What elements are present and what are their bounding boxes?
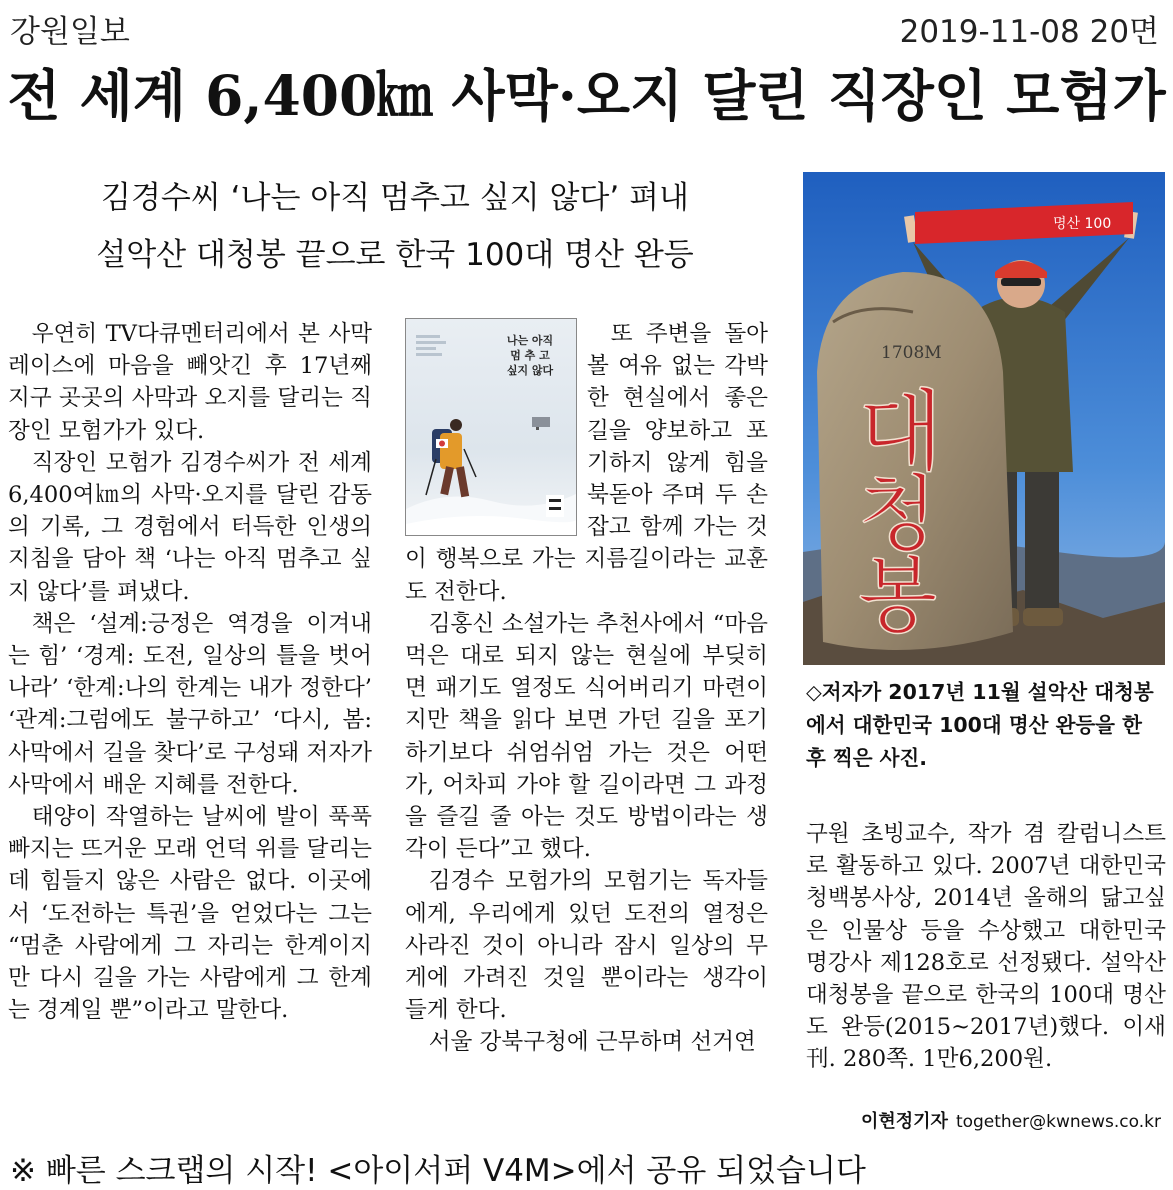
paragraph: 김경수 모험가의 모험기는 독자들에게, 우리에게 있던 도전의 열정은 사라진 것이 아니라 잠시 일상의 무게에 가려진 것일 뿐이라는 생각이 들게 한다. <box>405 868 768 1024</box>
paragraph: 또 주변을 돌아볼 여유 없는 각박한 현실에서 좋은 길을 양보하고 포기하지 않게 힘을 북돋아 주며 두 손 잡고 함께 가는 것이 행복으로 가는 지름길이라는 교훈도 전한다. <box>405 321 768 605</box>
paragraph: 우연히 TV다큐멘터리에서 본 사막 레이스에 마음을 빼앗긴 후 17년째 지구 곳곳의 사막과 오지를 달리는 직장인 모험가가 있다. <box>8 321 372 444</box>
subheadline-2: 설악산 대청봉 끝으로 한국 100대 명산 완등 <box>96 237 694 273</box>
rock-character-1: 대 <box>858 380 944 483</box>
paragraph: 직장인 모험가 김경수씨가 전 세계 6,400여㎞의 사막·오지를 달린 감동의 기록, 그 경험에서 터득한 인생의 지침을 담아 책 ‘나는 아직 멈추고 싶지 않다’를 펴냈다. <box>8 449 372 605</box>
newspaper-name: 강원일보 <box>10 14 130 50</box>
headline: 전 세계 6,400㎞ 사막·오지 달린 직장인 모험가 <box>7 63 1166 128</box>
book-cover-title: 나는 아직 멈 추 고 싶지 않다 <box>506 334 554 377</box>
paragraph: 김홍신 소설가는 추천사에서 “마음먹은 대로 되지 않는 현실에 부딪히면 패기도 열정도 식어버리기 마련이지만 책을 읽다 보면 가던 길을 포기하기보다 쉬엄쉬엄 가는 것은 어떤가, 어차피 가야 할 길이라면 그 과정을 즐길 줄 아는 것도 방법이라는 생각이 든다”고 했다. <box>405 610 768 863</box>
rock-character-3: 봉 <box>858 549 938 644</box>
reporter-email[interactable]: together@kwnews.co.kr <box>955 1112 1161 1132</box>
summit-photo <box>803 172 1165 665</box>
article-column-3 <box>806 818 1166 1088</box>
article-column-1 <box>8 318 372 1143</box>
article-column-2 <box>405 318 768 1143</box>
scrap-footer-note: ※ 빠른 스크랩의 시작! <아이서퍼 V4M>에서 공유 되었습니다 <box>10 1153 866 1189</box>
banner-text: 명산 100 <box>1053 216 1112 232</box>
paragraph: 책은 ‘설계:긍정은 역경을 이겨내는 힘’ ‘경계: 도전, 일상의 틀을 벗어나라’ ‘한계:나의 한계는 내가 정한다’ ‘관계:그럼에도 불구하고’ ‘다시, 봄:사막에서 길을 찾다’로 구성돼 저자가 사막에서 배운 지혜를 전한다. <box>8 610 372 798</box>
reporter-name: 이현정기자 <box>861 1111 948 1132</box>
paragraph: 태양이 작열하는 날씨에 발이 푹푹 빠지는 뜨거운 모래 언덕 위를 달리는데 힘들지 않은 사람은 없다. 이곳에서 ‘도전하는 특권’을 얻었다는 그는 “멈춘 사람에게 그 자리는 한계이지만 다시 길을 가는 사람에게 그 한계는 경계일 뿐”이라고 말한다. <box>8 804 372 1024</box>
book-cover-image <box>405 318 577 536</box>
paragraph: 구원 초빙교수, 작가 겸 칼럼니스트로 활동하고 있다. 2007년 대한민국 청백봉사상, 2014년 올해의 닮고싶은 인물상 등을 수상했고 대한민국 명강사 제128호로 선정됐다. 설악산 대청봉을 끝으로 한국의 100대 명산도 완등(2015~2017년)했다. 이새 刊. 280쪽. 1만6,200원. <box>806 821 1166 1073</box>
subheadline-1: 김경수씨 ‘나는 아직 멈추고 싶지 않다’ 펴내 <box>101 180 689 216</box>
rock-character-2: 청 <box>858 467 938 562</box>
paragraph: 서울 강북구청에 근무하며 선거연 <box>428 1029 756 1056</box>
hiker-illustration <box>406 319 576 535</box>
rock-elevation-text: 1708M <box>881 343 942 363</box>
photo-caption: ◇저자가 2017년 11월 설악산 대청봉에서 대한민국 100대 명산 완등을 한 후 찍은 사진. <box>806 680 1154 770</box>
byline <box>861 1107 1161 1133</box>
publication-date: 2019-11-08 20면 <box>899 14 1159 50</box>
